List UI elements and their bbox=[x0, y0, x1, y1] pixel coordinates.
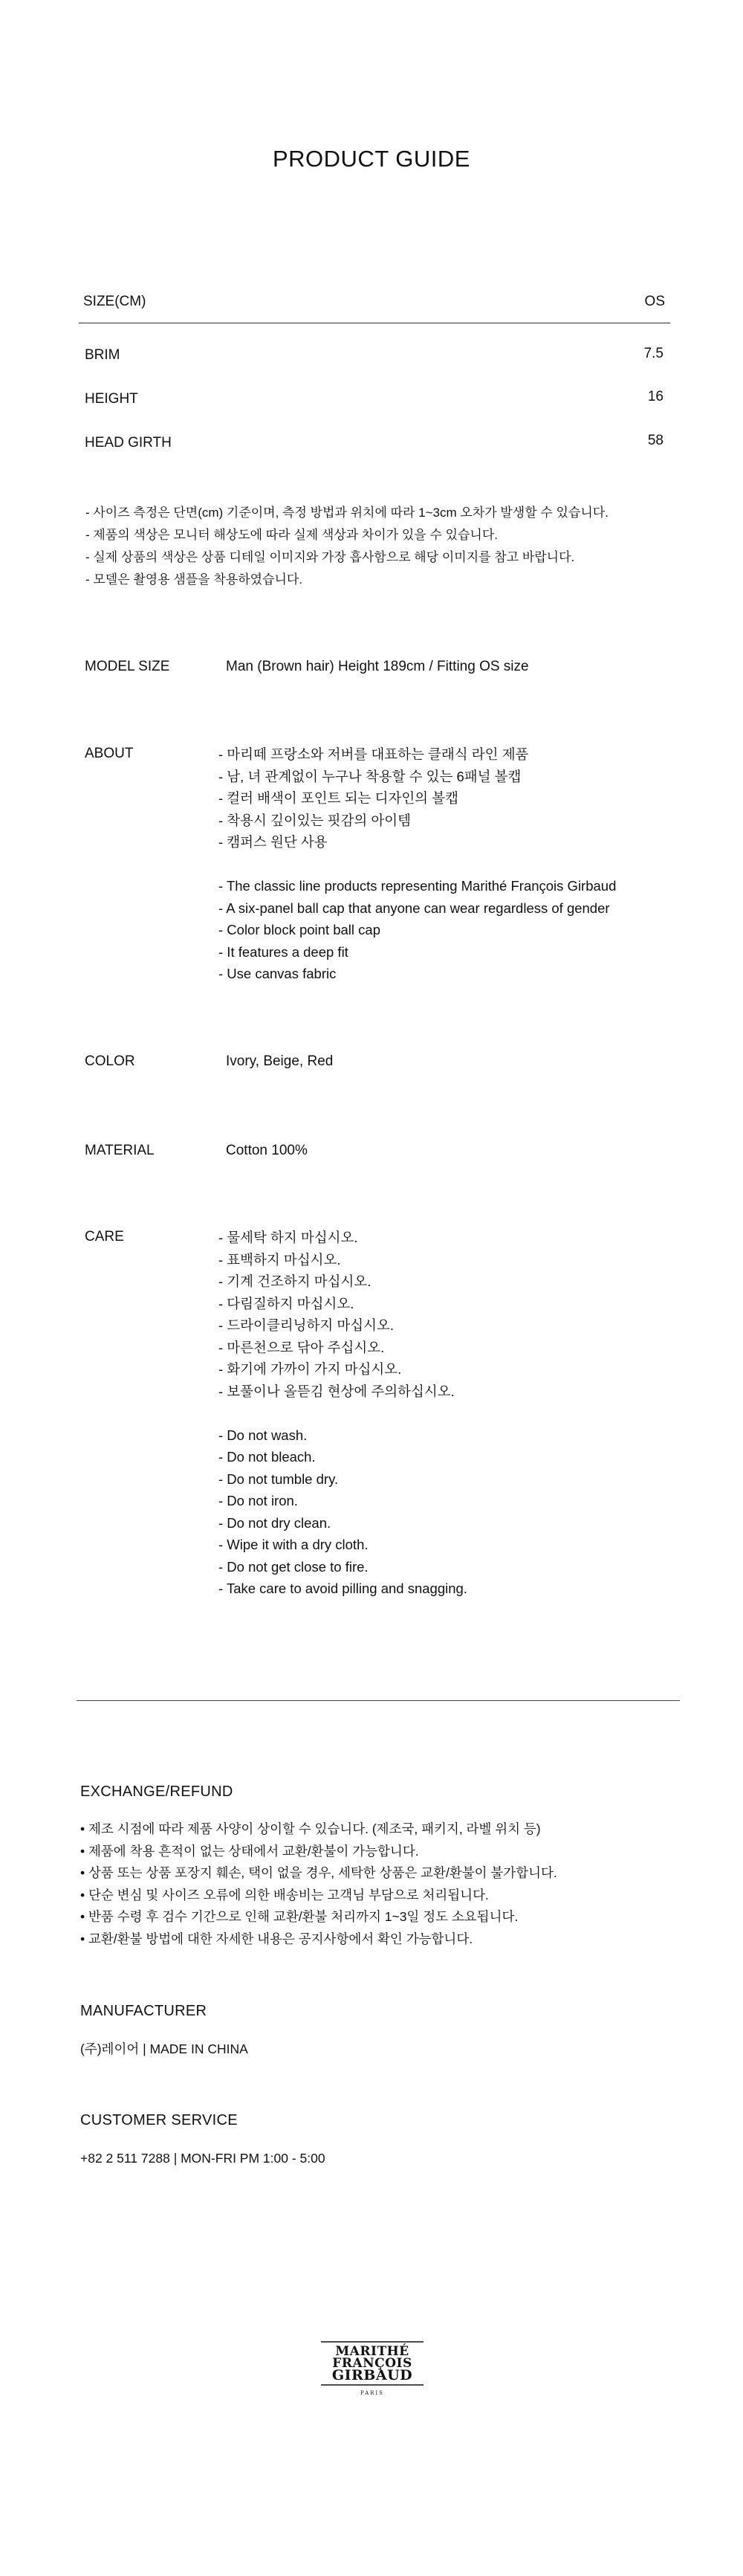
exchange-line: • 단순 변심 및 사이즈 오류에 의한 배송비는 고객님 부담으로 처리됩니다. bbox=[80, 1887, 489, 1902]
size-header-os: OS bbox=[644, 294, 665, 309]
exchange-list bbox=[80, 1818, 557, 1950]
care-line: - Do not tumble dry. bbox=[218, 1471, 339, 1487]
care-line: - Take care to avoid pilling and snagging. bbox=[218, 1581, 467, 1596]
about-line: - It features a deep fit bbox=[218, 943, 348, 960]
size-notes bbox=[85, 502, 680, 591]
about-line: - 착용시 깊이있는 핏감의 아이템 bbox=[218, 812, 412, 828]
care-line: - Do not bleach. bbox=[218, 1449, 316, 1465]
color-label: COLOR bbox=[85, 1053, 135, 1069]
care-line: - 화기에 가까이 가지 마십시오. bbox=[218, 1361, 402, 1377]
care-line: - 표백하지 마십시오. bbox=[218, 1251, 341, 1268]
note-line: - 실제 상품의 색상은 상품 디테일 이미지와 가장 흡사함으로 해당 이미지를 참고 바랍니다. bbox=[85, 550, 575, 564]
about-line: - Color block point ball cap bbox=[218, 922, 380, 937]
about-line: - Use canvas fabric bbox=[218, 966, 337, 981]
about-line: - 마리떼 프랑소와 저버를 대표하는 클래식 라인 제품 bbox=[218, 746, 529, 762]
size-row-label: HEIGHT bbox=[85, 391, 138, 407]
size-row-value: 7.5 bbox=[643, 346, 663, 361]
exchange-line: • 제품에 착용 흔적이 없는 상태에서 교환/환불이 가능합니다. bbox=[80, 1843, 419, 1859]
brand-logo bbox=[318, 2340, 426, 2398]
size-row-label: BRIM bbox=[85, 347, 120, 363]
logo-paris: PARIS bbox=[360, 2390, 384, 2396]
care-line: - Do not wash. bbox=[218, 1427, 308, 1443]
size-row-value: 58 bbox=[647, 433, 663, 448]
logo-line-1: MARITHÉ bbox=[335, 2344, 409, 2359]
customer-service-value: +82 2 511 7288 | MON-FRI PM 1:00 - 5:00 bbox=[80, 2151, 325, 2166]
size-row-label: HEAD GIRTH bbox=[85, 435, 172, 451]
model-size-label: MODEL SIZE bbox=[85, 659, 170, 674]
about-line: - A six-panel ball cap that anyone can wear regardless of gender bbox=[218, 900, 610, 916]
about-line bbox=[218, 853, 616, 876]
exchange-line: • 반품 수령 후 검수 기간으로 인해 교환/환불 처리까지 1~3일 정도 소요됩니다. bbox=[80, 1909, 519, 1924]
care-line: - Wipe it with a dry cloth. bbox=[218, 1537, 369, 1552]
care-line: - 드라이클리닝하지 마십시오. bbox=[218, 1317, 395, 1333]
exchange-line: • 교환/환불 방법에 대한 자세한 내용은 공지사항에서 확인 가능합니다. bbox=[80, 1931, 473, 1946]
care-line: - 보풀이나 올뜯김 현상에 주의하십시오. bbox=[218, 1383, 455, 1399]
size-header-label: SIZE(CM) bbox=[83, 294, 146, 309]
exchange-line: • 제조 시점에 따라 제품 사양이 상이할 수 있습니다. (제조국, 패키지, 라벨 위치 등) bbox=[80, 1821, 541, 1836]
about-label: ABOUT bbox=[85, 746, 134, 761]
note-line: - 제품의 색상은 모니터 해상도에 따라 실제 색상과 차이가 있을 수 있습니다. bbox=[85, 528, 498, 542]
care-line: - Do not dry clean. bbox=[218, 1514, 331, 1531]
exchange-line: • 상품 또는 상품 포장지 훼손, 택이 없을 경우, 세탁한 상품은 교환/환불이 불가합니다. bbox=[80, 1865, 557, 1880]
about-line: - 컬러 배색이 포인트 되는 디자인의 볼캡 bbox=[218, 790, 458, 806]
customer-service-title: CUSTOMER SERVICE bbox=[80, 2112, 238, 2128]
material-label: MATERIAL bbox=[85, 1143, 155, 1158]
about-line: - 캠퍼스 원단 사용 bbox=[218, 834, 328, 850]
care-line: - Do not iron. bbox=[218, 1493, 298, 1508]
care-line: - Do not get close to fire. bbox=[218, 1558, 369, 1575]
care-line bbox=[218, 1402, 467, 1424]
about-line: - The classic line products representing Marithé François Girbaud bbox=[218, 878, 617, 894]
page-title: PRODUCT GUIDE bbox=[272, 146, 470, 172]
care-line: - 물세탁 하지 마십시오. bbox=[218, 1230, 358, 1245]
section-divider bbox=[77, 1700, 680, 1701]
logo-line-3: GIRBAUD bbox=[331, 2367, 413, 2383]
color-value: Ivory, Beige, Red bbox=[226, 1053, 334, 1069]
about-list bbox=[218, 743, 616, 985]
note-line: - 사이즈 측정은 단면(cm) 기준이며, 측정 방법과 위치에 따라 1~3cm 오차가 발생할 수 있습니다. bbox=[85, 506, 609, 520]
exchange-title: EXCHANGE/REFUND bbox=[80, 1783, 233, 1800]
care-line: - 다림질하지 마십시오. bbox=[218, 1295, 354, 1311]
material-value: Cotton 100% bbox=[226, 1143, 308, 1158]
care-label: CARE bbox=[85, 1229, 124, 1245]
about-line: - 남, 녀 관계없이 누구나 착용할 수 있는 6패널 볼캡 bbox=[218, 768, 522, 784]
size-row-value: 16 bbox=[647, 389, 663, 404]
note-line: - 모델은 촬영용 샘플을 착용하였습니다. bbox=[85, 572, 303, 587]
manufacturer-title: MANUFACTURER bbox=[80, 2003, 207, 2019]
care-line: - 기계 건조하지 마십시오. bbox=[218, 1274, 372, 1289]
care-list bbox=[218, 1227, 467, 1600]
care-line: - 마른천으로 닦아 주십시오. bbox=[218, 1339, 385, 1355]
logo-line-2: FRANÇOIS bbox=[332, 2356, 412, 2371]
model-size-value: Man (Brown hair) Height 189cm / Fitting OS size bbox=[226, 659, 529, 674]
manufacturer-value: (주)레이어 | MADE IN CHINA bbox=[80, 2041, 248, 2056]
